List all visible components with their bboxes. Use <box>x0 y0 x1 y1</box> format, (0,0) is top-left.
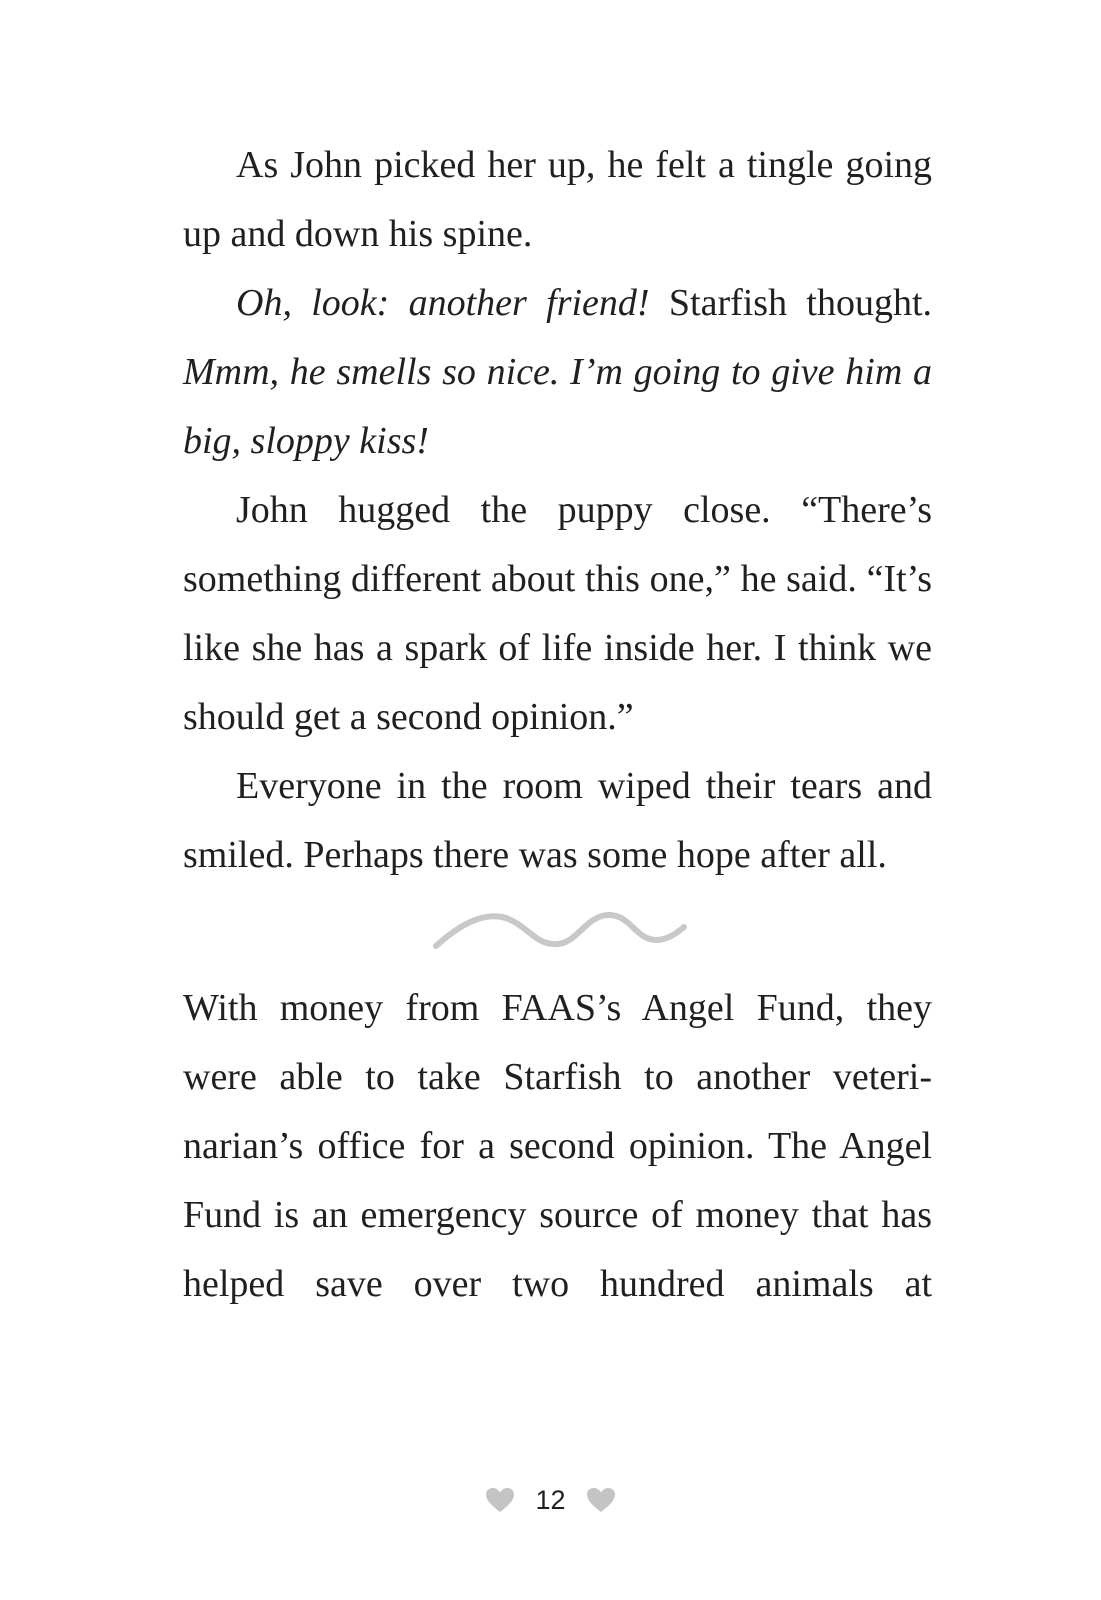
paragraph-5 <box>183 974 932 1319</box>
section-1 <box>183 131 932 890</box>
thought-text: Mmm, he smells so nice. I’m going to give him a big, sloppy kiss! <box>183 351 932 462</box>
paragraph-text: With money from FAAS’s Angel Fund, they were able to take Starfish to another veteri-narian’s office for a second opinion. The Angel Fund is an emergency source of money that has helped save over two hundred animals at <box>183 987 932 1305</box>
thought-text: Oh, look: another friend! <box>236 282 650 324</box>
page-footer <box>0 1480 1101 1520</box>
paragraph-4 <box>183 752 932 890</box>
heart-icon <box>485 1487 515 1513</box>
section-break-ornament <box>428 906 688 956</box>
paragraph-1 <box>183 131 932 269</box>
paragraph-text: John hugged the puppy close. “There’s something different about this one,” he said. “It’s like she has a spark of life inside her. I think we should get a second opinion.” <box>183 489 932 738</box>
paragraph-text: Everyone in the room wiped their tears and smiled. Perhaps there was some hope after all. <box>183 765 932 876</box>
page-number: 12 <box>535 1484 566 1515</box>
wave-ornament <box>436 915 684 946</box>
section-2 <box>183 974 932 1319</box>
paragraph-3 <box>183 476 932 752</box>
paragraph-text: As John picked her up, he felt a tingle going up and down his spine. <box>183 144 932 255</box>
paragraph-text: Starfish thought. <box>649 282 933 324</box>
heart-icon <box>586 1487 616 1513</box>
page-body <box>183 131 932 1319</box>
paragraph-2 <box>183 269 932 476</box>
